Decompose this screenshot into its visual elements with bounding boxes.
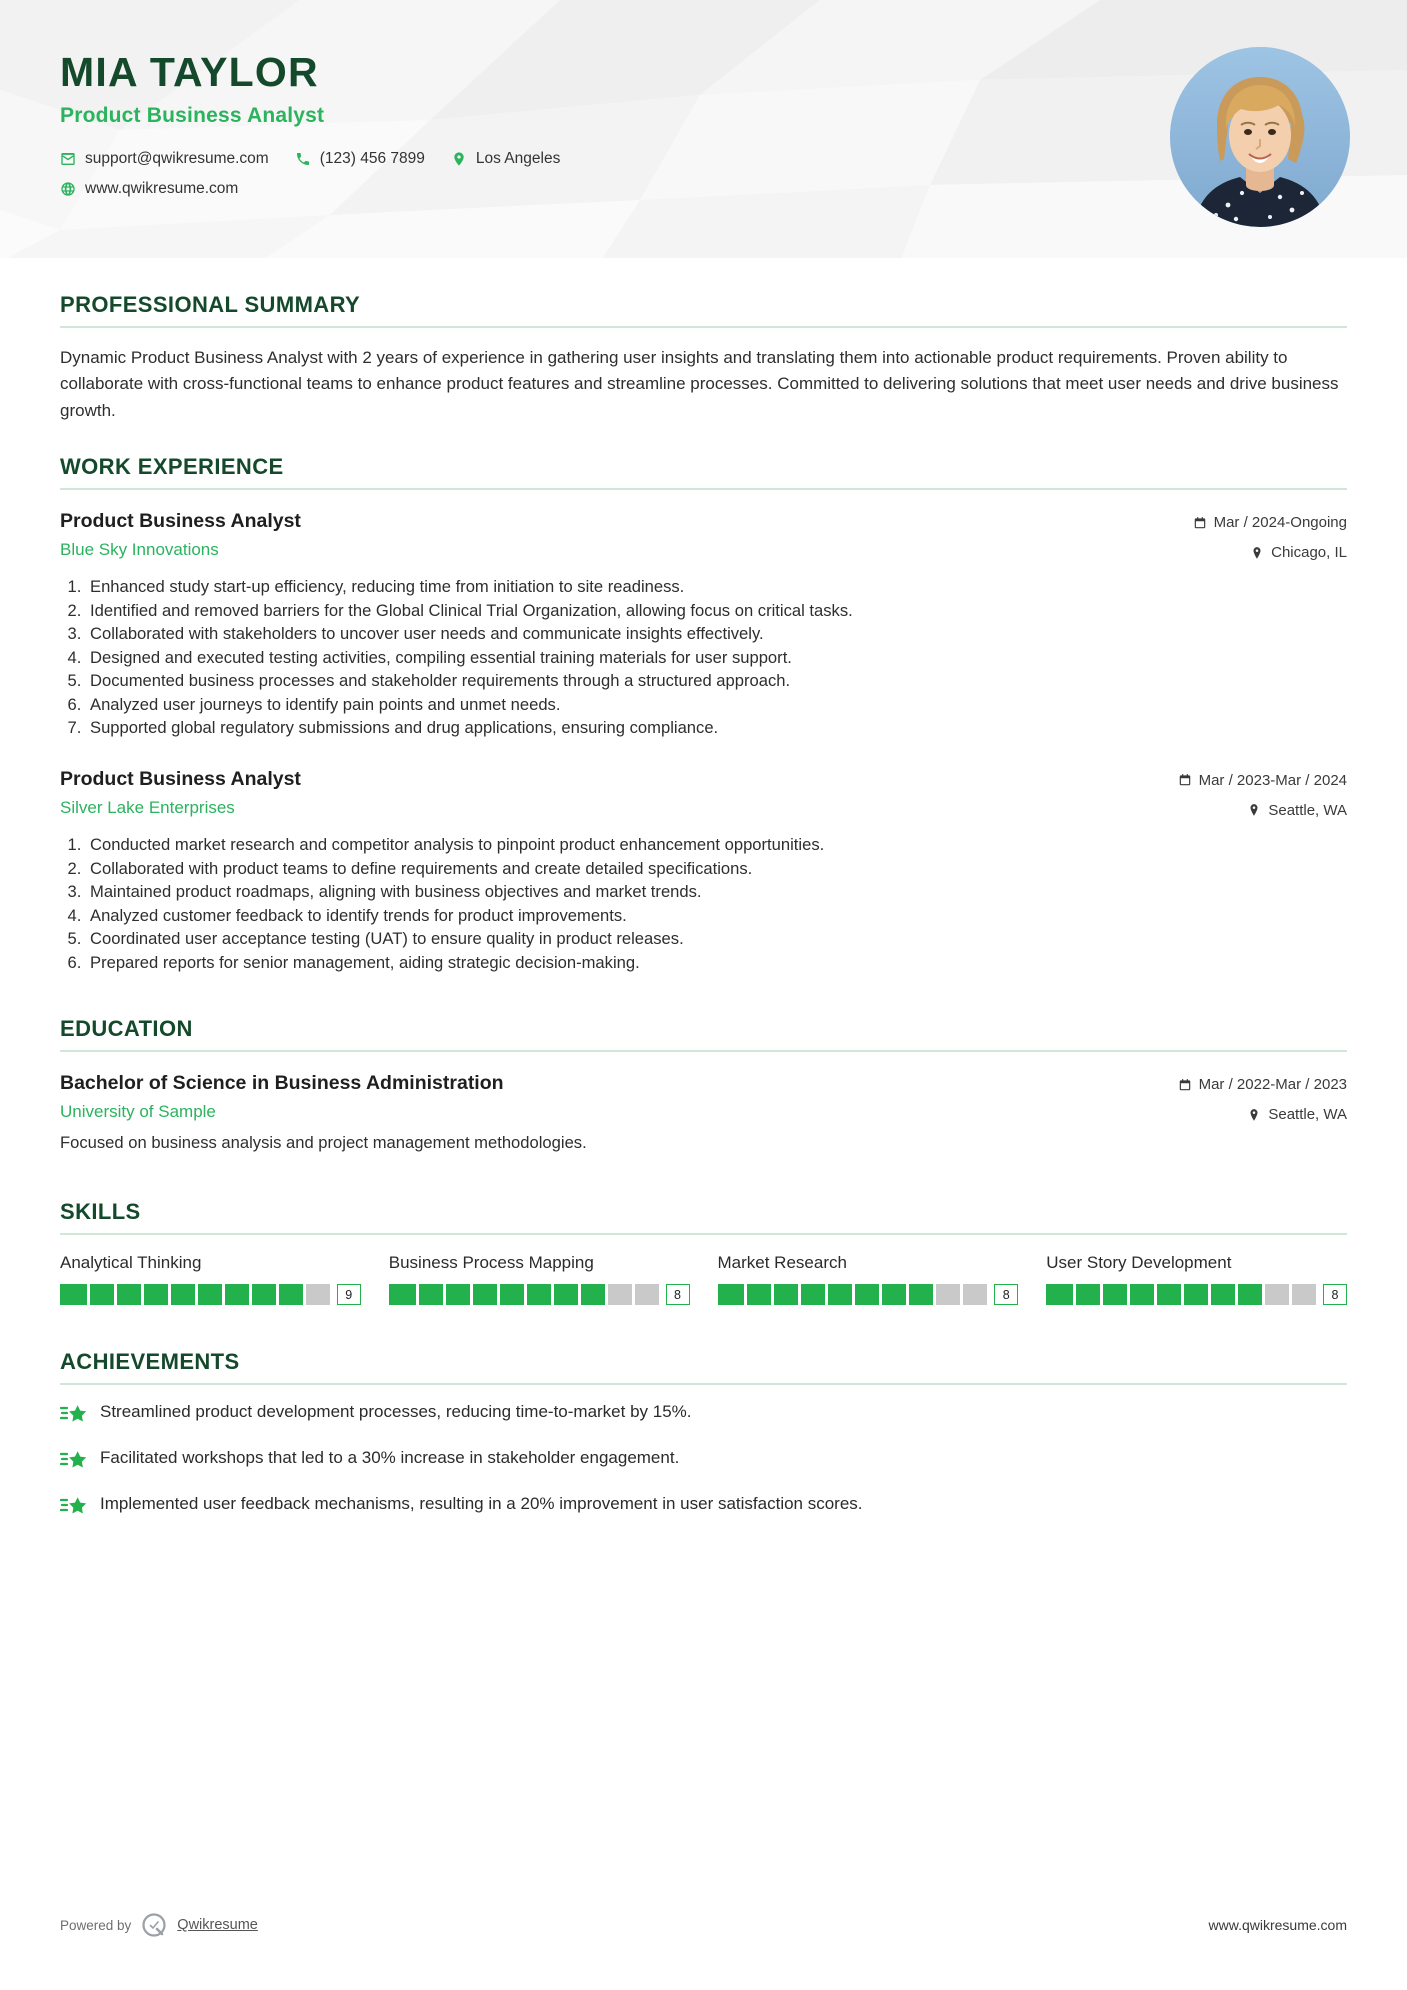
list-item [60,1447,1347,1472]
skill-item [60,1253,361,1305]
section-title-achievements: ACHIEVEMENTS [60,1349,240,1375]
skills-grid [60,1253,1347,1305]
experience-entry [60,510,1347,740]
section-title-summary: PROFESSIONAL SUMMARY [60,292,361,317]
skill-item [1046,1253,1347,1305]
education-location: Seattle, WA [1268,1106,1347,1124]
skill-segment-divider [249,1284,252,1305]
skill-segment-divider [222,1284,225,1305]
summary-text: Dynamic Product Business Analyst with 2 years of experience in gathering user insights and translating them into actionable product requirements. Proven ability to collaborate with cross-functional teams to enhance product features and streamline processes. Committed to delivering solutions that meet user needs and drive business growth. [60,348,1339,420]
contact-location-text: Los Angeles [475,150,561,168]
list-item [60,1401,1347,1426]
experience-company: Silver Lake Enterprises [60,797,235,817]
location-pin-icon [451,151,467,167]
skill-item [389,1253,690,1305]
list-item: 3. Collaborated with stakeholders to uncover user needs and communicate insights effectively. [86,622,1347,646]
education-degree: Bachelor of Science in Business Administration [60,1072,504,1095]
skill-segment-divider [195,1284,198,1305]
list-item: 5. Documented business processes and stakeholder requirements through a structured approach. [86,669,1347,693]
resume-header [0,0,1407,262]
footer-website[interactable]: www.qwikresume.com [1208,1917,1347,1933]
skill-segment-divider [524,1284,527,1305]
skill-segment-divider [1127,1284,1130,1305]
skill-rating-fill [60,1284,303,1305]
skill-rating-bar [60,1284,330,1305]
contact-location [451,150,560,168]
brand-link[interactable]: Qwikresume [177,1917,258,1933]
experience-date: Mar / 2024-Ongoing [1213,514,1347,532]
skill-segment-divider [578,1284,581,1305]
section-professional-summary [60,292,1347,424]
skill-item [718,1253,1019,1305]
section-work-experience [60,454,1347,974]
location-pin-icon [1250,546,1264,560]
skill-segment-divider [1181,1284,1184,1305]
skill-segment-divider [1235,1284,1238,1305]
list-item: 1. Enhanced study start-up efficiency, reducing time from initiation to site readiness. [86,575,1347,599]
skill-score: 8 [994,1284,1018,1305]
contact-email-text: support@qwikresume.com [85,150,269,168]
achievement-text: Implemented user feedback mechanisms, resulting in a 20% improvement in user satisfaction scores. [100,1494,863,1514]
skill-rating-bar [1046,1284,1316,1305]
footer-branding [60,1912,258,1938]
skill-score: 9 [337,1284,361,1305]
skill-segment-divider [1262,1284,1265,1305]
skill-segment-divider [906,1284,909,1305]
skill-segment-divider [798,1284,801,1305]
section-title-experience: WORK EXPERIENCE [60,454,284,480]
education-meta [1178,1072,1347,1123]
contact-phone[interactable] [295,150,425,168]
contact-row-secondary [60,180,1347,198]
skill-segment-divider [632,1284,635,1305]
skill-segment-divider [879,1284,882,1305]
list-item: 2. Identified and removed barriers for the Global Clinical Trial Organization, allowing focus on critical tasks. [86,599,1347,623]
location-pin-icon [1247,1108,1261,1122]
experience-company: Blue Sky Innovations [60,540,219,560]
section-divider [60,1383,1347,1385]
skill-segment-divider [141,1284,144,1305]
skill-rating-bar [389,1284,659,1305]
achievement-text: Streamlined product development processes, reducing time-to-market by 15%. [100,1402,692,1422]
experience-bullet-list [60,575,1347,740]
achievements-list [60,1401,1347,1518]
skill-segment-divider [1289,1284,1292,1305]
list-item: 6. Analyzed user journeys to identify pain points and unmet needs. [86,693,1347,717]
skill-segment-divider [605,1284,608,1305]
education-school: University of Sample [60,1102,216,1122]
experience-date: Mar / 2023-Mar / 2024 [1198,771,1347,789]
list-item [60,1493,1347,1518]
skill-rating-bar [718,1284,988,1305]
list-item: 3. Maintained product roadmaps, aligning with business objectives and market trends. [86,880,1347,904]
calendar-icon [1193,516,1207,530]
experience-location: Seattle, WA [1268,801,1347,819]
contact-website-text: www.qwikresume.com [85,180,239,198]
contact-email[interactable] [60,150,269,168]
section-achievements [60,1349,1347,1518]
section-divider [60,488,1347,490]
list-item: 7. Supported global regulatory submissions and drug applications, ensuring compliance. [86,716,1347,740]
skill-segment-divider [1073,1284,1076,1305]
qwikresume-logo-icon [141,1912,167,1938]
list-item: 2. Collaborated with product teams to define requirements and create detailed specifications. [86,857,1347,881]
education-date: Mar / 2022-Mar / 2023 [1198,1076,1347,1094]
skill-score: 8 [1323,1284,1347,1305]
experience-meta [1193,510,1347,561]
globe-icon [60,181,76,197]
skill-segment-divider [771,1284,774,1305]
list-item: 4. Designed and executed testing activities, compiling essential training materials for user support. [86,646,1347,670]
skill-label: Analytical Thinking [60,1253,202,1273]
section-skills [60,1199,1347,1305]
contact-row-primary [60,150,1347,168]
skill-segment-divider [416,1284,419,1305]
experience-role: Product Business Analyst [60,767,301,790]
experience-meta [1178,768,1347,819]
email-icon [60,151,76,167]
star-achievement-icon [60,1402,86,1426]
skill-segment-divider [276,1284,279,1305]
achievement-text: Facilitated workshops that led to a 30% increase in stakeholder engagement. [100,1448,680,1468]
resume-body [0,292,1407,1518]
skill-segment-divider [744,1284,747,1305]
skill-segment-divider [933,1284,936,1305]
skill-label: Business Process Mapping [388,1253,594,1273]
skill-segment-divider [303,1284,306,1305]
avatar-photo [1170,47,1350,227]
section-divider [60,1233,1347,1235]
section-divider [60,326,1347,328]
star-achievement-icon [60,1494,86,1518]
skill-segment-divider [825,1284,828,1305]
section-education [60,1016,1347,1153]
section-divider [60,1050,1347,1052]
skill-segment-divider [87,1284,90,1305]
page-footer [60,1912,1347,1938]
contact-phone-text: (123) 456 7899 [319,150,425,168]
skill-segment-divider [470,1284,473,1305]
job-title: Product Business Analyst [60,104,325,128]
skill-label: User Story Development [1046,1253,1232,1273]
experience-bullet-list [60,833,1347,974]
skill-segment-divider [1154,1284,1157,1305]
skill-label: Market Research [717,1253,847,1273]
star-achievement-icon [60,1448,86,1472]
avatar [1170,47,1350,227]
calendar-icon [1178,773,1192,787]
skill-segment-divider [551,1284,554,1305]
skill-segment-divider [497,1284,500,1305]
list-item: 5. Coordinated user acceptance testing (UAT) to ensure quality in product releases. [86,927,1347,951]
education-description: Focused on business analysis and project management methodologies. [60,1133,587,1153]
location-pin-icon [1247,803,1261,817]
list-item: 1. Conducted market research and competitor analysis to pinpoint product enhancement opportunities. [86,833,1347,857]
skill-segment-divider [1100,1284,1103,1305]
education-entry [60,1072,1347,1153]
experience-location: Chicago, IL [1271,544,1347,562]
experience-role: Product Business Analyst [60,510,301,533]
page-title: MIA TAYLOR [60,49,319,95]
phone-icon [295,151,311,167]
list-item: 6. Prepared reports for senior management, aiding strategic decision-making. [86,951,1347,975]
section-title-skills: SKILLS [60,1199,141,1225]
skill-score: 8 [666,1284,690,1305]
calendar-icon [1178,1078,1192,1092]
skill-segment-divider [960,1284,963,1305]
powered-by-label: Powered by [60,1917,132,1933]
section-title-education: EDUCATION [60,1016,193,1042]
skill-segment-divider [114,1284,117,1305]
skill-segment-divider [168,1284,171,1305]
skill-segment-divider [443,1284,446,1305]
contact-website[interactable] [60,180,238,198]
skill-segment-divider [852,1284,855,1305]
skill-segment-divider [1208,1284,1211,1305]
list-item: 4. Analyzed customer feedback to identify trends for product improvements. [86,904,1347,928]
experience-entry [60,768,1347,974]
